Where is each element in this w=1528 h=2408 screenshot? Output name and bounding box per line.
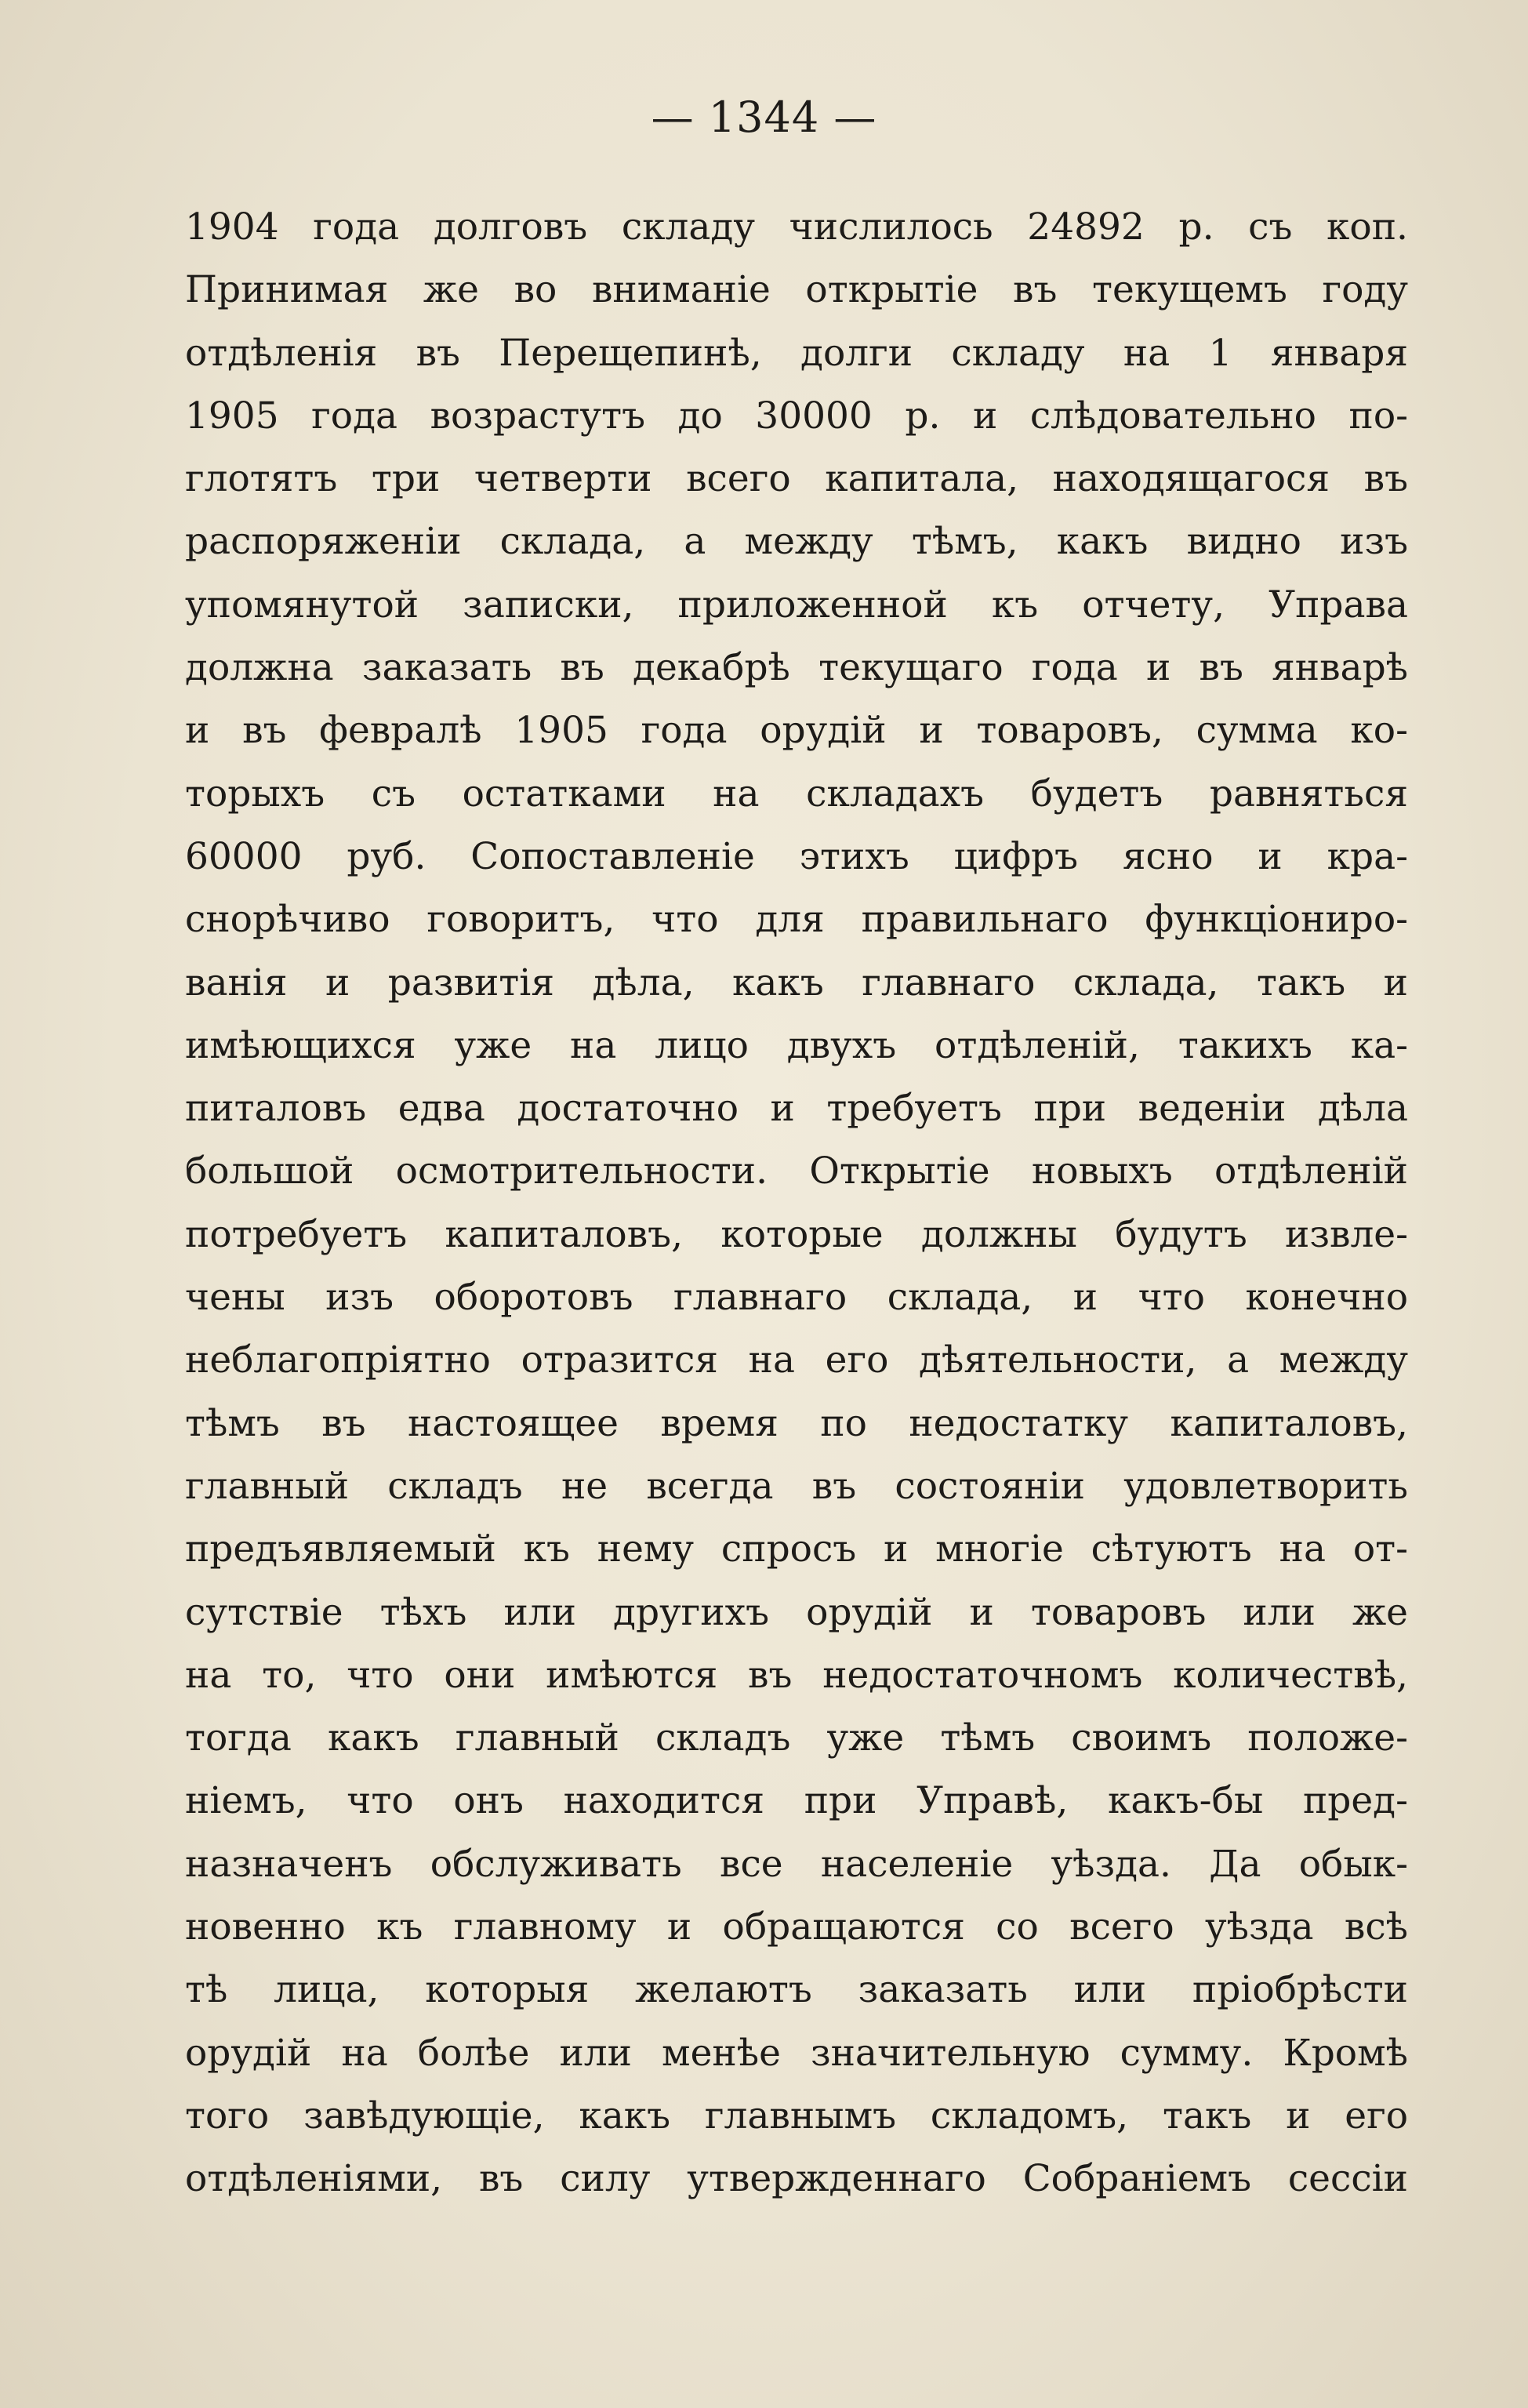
- text-line: торыхъ съ остатками на складахъ будетъ равняться: [185, 772, 1408, 815]
- text-line: 60000 руб. Сопоставленіе этихъ цифръ ясно и кра-: [185, 834, 1408, 878]
- text-line: распоряженіи склада, а между тѣмъ, какъ видно изъ: [185, 520, 1408, 564]
- text-line: питаловъ едва достаточно и требуетъ при веденіи дѣла: [185, 1087, 1408, 1131]
- text-line: и въ февралѣ 1905 года орудій и товаровъ, сумма ко-: [185, 709, 1408, 753]
- text-line: тогда какъ главный складъ уже тѣмъ своимъ положе-: [185, 1716, 1408, 1760]
- text-line: новенно къ главному и обращаются со всего уѣзда всѣ: [185, 1905, 1408, 1949]
- page-number: — 1344 —: [651, 93, 877, 142]
- text-line: снорѣчиво говоритъ, что для правильнаго функціониро-: [185, 898, 1408, 942]
- text-line: потребуетъ капиталовъ, которые должны будутъ извле-: [185, 1212, 1408, 1256]
- text-line: тѣмъ въ настоящее время по недостатку капиталовъ,: [185, 1401, 1408, 1445]
- text-line: ніемъ, что онъ находится при Управѣ, какъ-бы пред-: [185, 1779, 1408, 1823]
- text-line: имѣющихся уже на лицо двухъ отдѣленій, такихъ ка-: [185, 1023, 1408, 1067]
- text-line: чены изъ оборотовъ главнаго склада, и что конечно: [185, 1276, 1408, 1320]
- text-line: тѣ лица, которыя желаютъ заказать или пріобрѣсти: [185, 1968, 1408, 2012]
- text-line: ванія и развитія дѣла, какъ главнаго склада, такъ и: [185, 961, 1408, 1004]
- text-line: отдѣленіями, въ силу утвержденнаго Собраніемъ сессіи: [185, 2157, 1408, 2201]
- text-line: сутствіе тѣхъ или другихъ орудій и товаровъ или же: [185, 1590, 1408, 1634]
- text-line: 1905 года возрастутъ до 30000 р. и слѣдовательно по-: [185, 394, 1408, 438]
- text-line: 1904 года долговъ складу числилось 24892 р. съ коп.: [185, 205, 1408, 249]
- text-line: главный складъ не всегда въ состояніи удовлетворить: [185, 1464, 1408, 1508]
- text-line: большой осмотрительности. Открытіе новыхъ отдѣленій: [185, 1150, 1408, 1193]
- text-line: должна заказать въ декабрѣ текущаго года и въ январѣ: [185, 646, 1408, 690]
- text-line: упомянутой записки, приложенной къ отчету, Управа: [185, 583, 1408, 627]
- text-line: предъявляемый къ нему спросъ и многіе сѣтуютъ на от-: [185, 1527, 1408, 1571]
- text-line: на то, что они имѣются въ недостаточномъ количествѣ,: [185, 1653, 1408, 1697]
- text-line: глотятъ три четверти всего капитала, находящагося въ: [185, 457, 1408, 501]
- body-text: [185, 196, 1408, 2211]
- text-line: Принимая же во вниманіе открытіе въ текущемъ году: [185, 268, 1408, 312]
- text-line: назначенъ обслуживать все населеніе уѣзда. Да обык-: [185, 1842, 1408, 1886]
- text-line: неблагопріятно отразится на его дѣятельности, а между: [185, 1338, 1408, 1382]
- text-line: того завѣдующіе, какъ главнымъ складомъ, такъ и его: [185, 2094, 1408, 2137]
- text-line: отдѣленія въ Перещепинѣ, долги складу на 1 января: [185, 331, 1408, 375]
- text-line: орудій на болѣе или менѣе значительную сумму. Кромѣ: [185, 2031, 1408, 2075]
